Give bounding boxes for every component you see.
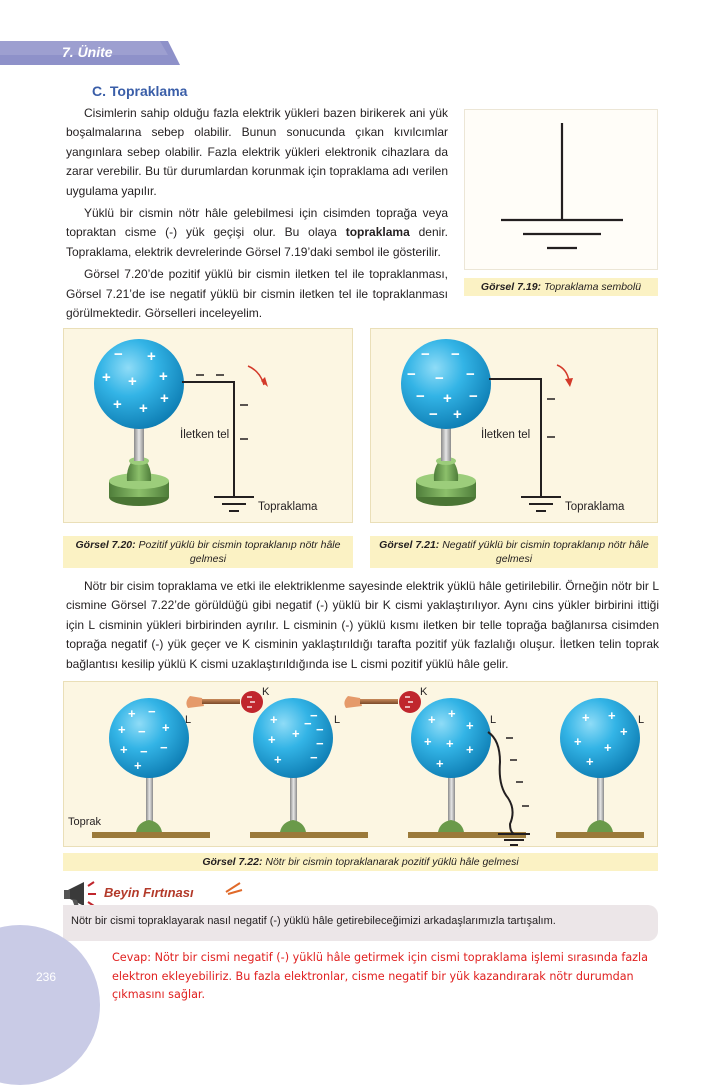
body-paragraph: Nötr bir cisim topraklama ve etki ile elektriklenme sayesinde elektrik yüklü hâle getirilebilir. Örneğin nötr bir L cismine Görsel 7.22’de görüldüğü gibi negatif (-) yüklü bir K cismi yaklaştırılıyor. Aynı cins yükler birbirini ittiği için L cisminin yükleri birbirinden ayrılır. L cisminin (-) yüklü kısmı iletken bir telle toprağa bağlanırsa cisimden toprağa negatif (-) yük geçer ve K cisminin yaklaştırıldığı tarafta pozitif yük fazlalığı oluşur. İletken telin toprak bağlantısı kesilip yüklü K cismi uzaklaştırıldığında ise L cismi pozitif yüklü hâle gelir. (66, 579, 659, 671)
svg-text:+: + (448, 706, 456, 721)
svg-text:+: + (274, 752, 282, 767)
label-L-2: L (334, 714, 341, 726)
svg-text:+: + (162, 720, 170, 735)
svg-text:−: − (429, 406, 438, 423)
svg-text:+: + (443, 390, 452, 407)
svg-text:−: − (316, 736, 324, 751)
intro-paragraph-1: Cisimlerin sahip olduğu fazla elektrik yükleri bazen birikerek ani yük boşalmalarına sebep olabilir. Bunun sonucunda çıkan kıvılcımlar yangınlara sebep olabilir. Fazla elektrik yükleri elektronik cihazlara da zarar verebilir. Bu tür durumlardan korunmak için topraklama adı verilen uygulama yapılır. (66, 106, 448, 198)
figure-7-20-panel (63, 328, 353, 523)
svg-text:+: + (620, 724, 628, 739)
svg-text:+: + (159, 368, 168, 385)
page-number: 236 (36, 970, 57, 984)
page-number-badge (0, 925, 100, 1085)
ground-wire (488, 732, 514, 834)
svg-text:+: + (586, 754, 594, 769)
wire-charges (506, 738, 529, 806)
K-rod-1 (186, 691, 263, 713)
brainstorm-title: Beyin Fırtınası (104, 885, 194, 900)
figure-7-19-panel (464, 109, 658, 270)
ground-symbol-icon (465, 110, 659, 271)
label-K-2: K (420, 686, 428, 698)
ground-base (92, 832, 644, 838)
intro-paragraph-2 (66, 204, 448, 262)
ground-label: Topraklama (258, 501, 318, 513)
svg-text:+: + (428, 712, 436, 727)
svg-text:+: + (118, 722, 126, 737)
section-title: C. Topraklama (92, 83, 188, 99)
svg-text:+: + (466, 742, 474, 757)
figure-7-20-caption (63, 536, 353, 568)
svg-text:−: − (451, 346, 460, 363)
wire-label: İletken tel (481, 429, 531, 441)
svg-text:+: + (139, 400, 148, 417)
svg-text:−: − (421, 346, 430, 363)
intro-p2-start: Yüklü bir cismin nötr hâle gelebilmesi için cisimden toprağa veya topraktan cisme (-) yük geçişi olur. Bu olaya (66, 206, 448, 240)
svg-text:+: + (128, 706, 136, 721)
figure-7-22-caption (63, 853, 658, 871)
svg-text:+: + (436, 756, 444, 771)
svg-text:+: + (453, 406, 462, 423)
svg-text:+: + (268, 732, 276, 747)
caption-number: Görsel 7.21: (379, 539, 440, 551)
caption-text: Pozitif yüklü bir cismin topraklanıp nötr hâle gelmesi (138, 539, 341, 565)
svg-text:−: − (160, 740, 168, 755)
ground-symbol-icon (214, 497, 254, 511)
caption-number: Görsel 7.19: (480, 281, 542, 293)
svg-text:−: − (435, 370, 444, 387)
K-rod-2 (344, 691, 421, 713)
caption-number: Görsel 7.20: (75, 539, 136, 551)
term-topraklama: topraklama (345, 225, 410, 240)
spark-icon (224, 880, 244, 896)
unit-label: 7. Ünite (62, 44, 113, 60)
svg-text:+: + (582, 710, 590, 725)
svg-text:−: − (138, 724, 146, 739)
figure-7-19-caption (464, 278, 658, 296)
svg-text:+: + (466, 718, 474, 733)
brainstorm-question-box (63, 905, 658, 941)
svg-text:+: + (160, 390, 169, 407)
svg-text:−: − (310, 708, 318, 723)
svg-text:+: + (113, 396, 122, 413)
svg-text:−: − (466, 366, 475, 383)
svg-text:−: − (148, 704, 156, 719)
svg-text:−: − (310, 750, 318, 765)
insulating-stand (109, 425, 169, 506)
ground-symbol-icon (521, 497, 561, 511)
sphere-charges (118, 704, 628, 773)
svg-text:+: + (102, 369, 111, 386)
svg-text:+: + (128, 373, 137, 390)
electron-flow-arrow (557, 365, 569, 381)
brainstorm-question: Nötr bir cismi topraklayarak nasıl negatif (-) yüklü hâle getirebileceğimizi arkadaşlarımızla tartışalım. (71, 915, 556, 927)
insulating-stand (416, 425, 476, 506)
wire-charges (547, 399, 555, 437)
svg-text:+: + (270, 712, 278, 727)
svg-text:−: − (469, 388, 478, 405)
label-L-4: L (638, 714, 645, 726)
svg-text:−: − (416, 388, 425, 405)
body-text (66, 577, 659, 674)
svg-text:+: + (446, 736, 454, 751)
svg-text:+: + (604, 740, 612, 755)
electron-flow-arrow (248, 366, 264, 385)
ground-label: Toprak (68, 816, 102, 828)
svg-text:+: + (574, 734, 582, 749)
figure-7-21-caption (370, 536, 658, 568)
svg-text:+: + (608, 708, 616, 723)
ground-label: Topraklama (565, 501, 625, 513)
svg-text:−: − (114, 346, 123, 363)
figure-7-22-panel (63, 681, 658, 847)
caption-number: Görsel 7.22: (202, 856, 263, 868)
charged-sphere (401, 339, 491, 429)
svg-text:−: − (140, 744, 148, 759)
intro-text (66, 104, 448, 323)
svg-text:+: + (134, 758, 142, 773)
intro-p2-end: denir. Topraklama, elektrik devrelerinde Görsel 7.19’daki sembol ile gösterilir. (66, 225, 448, 259)
sphere-L-4 (560, 698, 640, 778)
intro-paragraph-3: Görsel 7.20’de pozitif yüklü bir cismin iletken tel ile topraklanması, Görsel 7.21’de ise negatif yüklü bir cismin iletken tel ile topraklanması görülmektedir. Görselleri inceleyelim. (66, 267, 448, 321)
svg-text:+: + (120, 742, 128, 757)
answer-text: Cevap: Nötr bir cismi negatif (-) yüklü hâle getirmek için cismi topraklama işlemi sırasında fazla elektron ekleyebiliriz. Bu fazla elektronlar, cisme negatif bir yük kazandırarak nötr durumdan çıkmasını sağlar. (112, 951, 649, 1001)
svg-text:−: − (407, 366, 416, 383)
svg-text:+: + (424, 734, 432, 749)
label-K-1: K (262, 686, 270, 698)
wire-label: İletken tel (180, 429, 230, 441)
svg-text:+: + (292, 726, 300, 741)
svg-text:−: − (316, 722, 324, 737)
caption-text: Topraklama sembolü (543, 281, 642, 293)
caption-text: Nötr bir cismin topraklanarak pozitif yüklü hâle gelmesi (265, 856, 519, 868)
label-L-1: L (185, 714, 192, 726)
label-L-3: L (490, 714, 497, 726)
caption-text: Negatif yüklü bir cismin topraklanıp nötr hâle gelmesi (442, 539, 649, 565)
svg-text:−: − (304, 716, 312, 731)
insulating-stands (136, 766, 613, 832)
svg-text:+: + (147, 348, 156, 365)
figure-7-21-panel (370, 328, 658, 523)
